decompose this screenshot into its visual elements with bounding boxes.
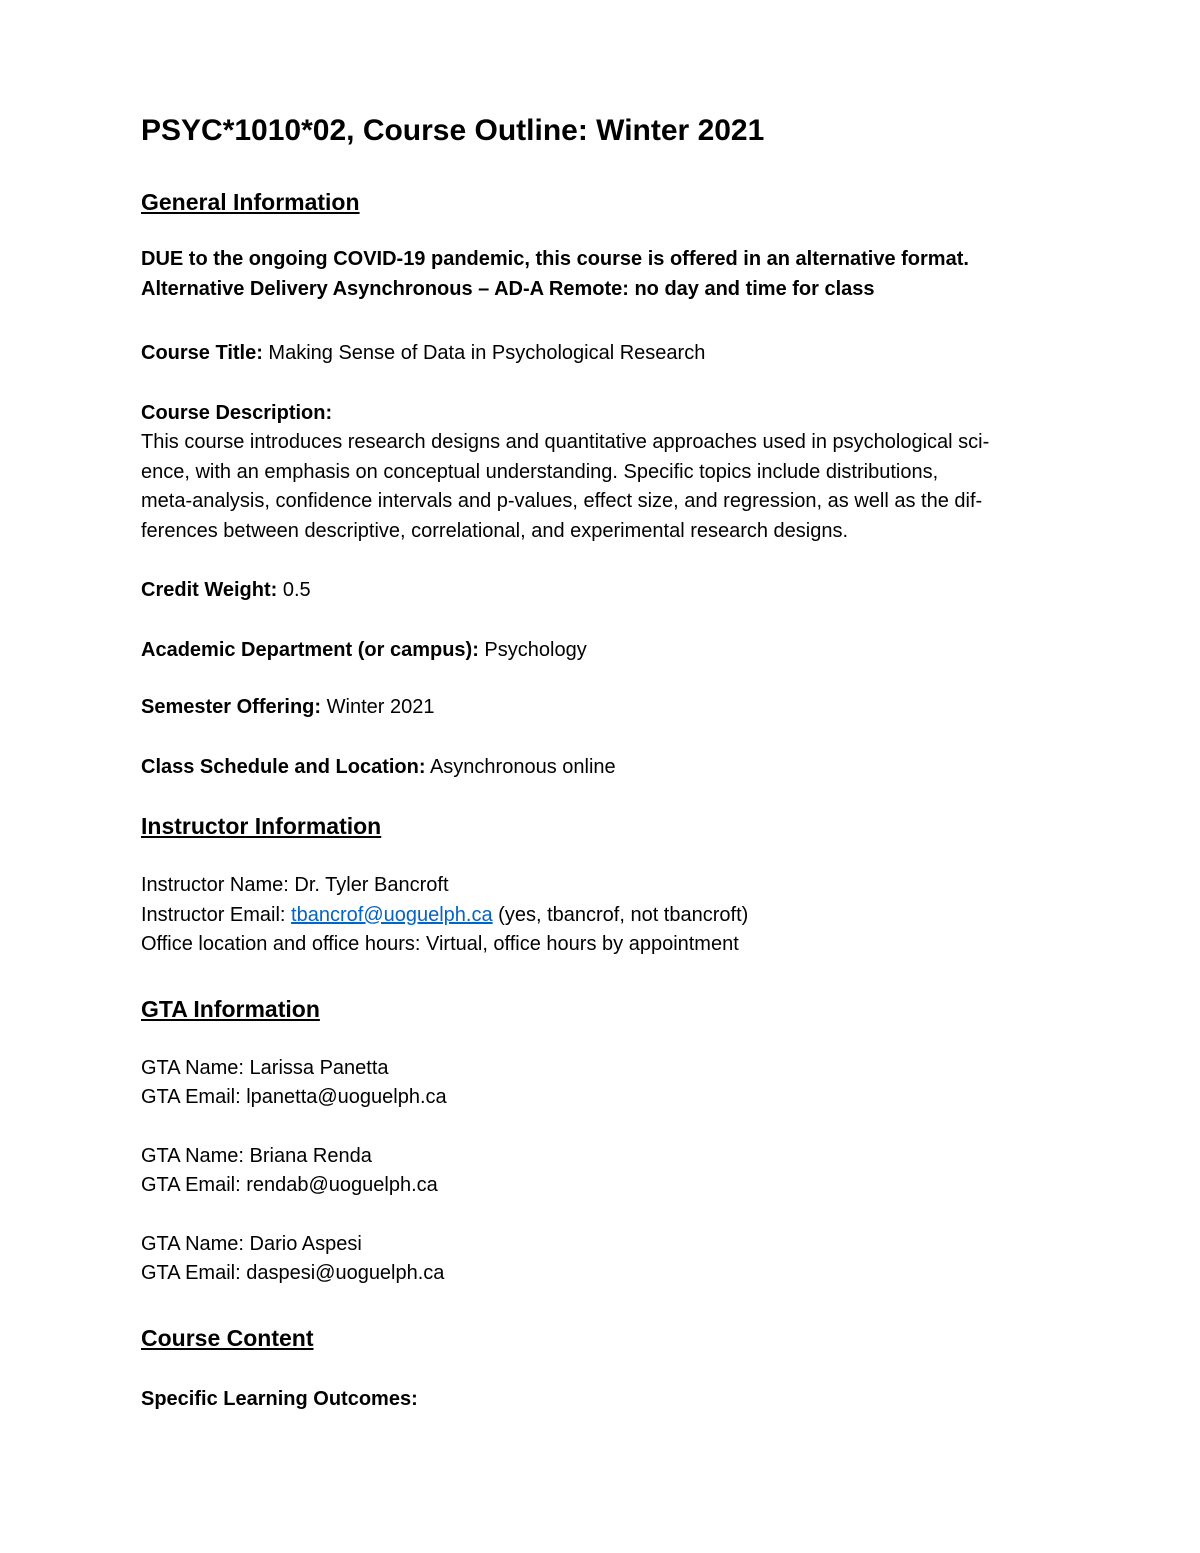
page-title: PSYC*1010*02, Course Outline: Winter 2021 [141,114,765,147]
instructor-name: Instructor Name: Dr. Tyler Bancroft [141,874,449,896]
schedule-row [141,753,1061,783]
schedule-label: Class Schedule and Location: [141,755,426,778]
semester-value: Winter 2021 [321,696,435,718]
covid-notice-line-1: DUE to the ongoing COVID-19 pandemic, this course is offered in an alternative format. [141,248,969,270]
gta-information-heading: GTA Information [141,995,320,1022]
credit-weight-row [141,576,1061,606]
gta-name: GTA Name: Dario Aspesi [141,1232,362,1255]
document-page [141,110,1061,1414]
course-description-line-4: ferences between descriptive, correlational, and experimental research designs. [141,519,849,542]
covid-notice-line-2: Alternative Delivery Asynchronous – AD-A Remote: no day and time for class [141,277,875,300]
course-title-row [141,339,1061,369]
instructor-email-link[interactable]: tbancrof@uoguelph.ca [291,903,493,926]
instructor-email-label: Instructor Email: [141,903,292,926]
department-label: Academic Department (or campus): [141,638,479,661]
department-value: Psychology [478,638,587,661]
course-description-label: Course Description: [141,401,333,424]
course-content-heading: Course Content [141,1324,314,1351]
credit-weight-value: 0.5 [277,579,311,601]
course-description-line-1: This course introduces research designs and quantitative approaches used in psychological sci- [141,431,990,453]
instructor-email-note: (yes, tbancrof, not tbancroft) [492,903,749,926]
schedule-value: Asynchronous online [425,755,616,778]
course-title-value: Making Sense of Data in Psychological Research [262,342,706,364]
course-title-label: Course Title: [141,342,263,364]
gta-name: GTA Name: Larissa Panetta [141,1056,389,1079]
instructor-information-heading: Instructor Information [141,813,382,839]
semester-label: Semester Offering: [141,696,322,718]
gta-email: GTA Email: daspesi@uoguelph.ca [141,1262,445,1284]
credit-weight-label: Credit Weight: [141,579,278,601]
course-description-line-2: ence, with an emphasis on conceptual understanding. Specific topics include distributions, [141,460,939,483]
office-hours: Office location and office hours: Virtual, office hours by appointment [141,933,739,955]
semester-row [141,693,1061,723]
general-information-heading: General Information [141,189,360,215]
learning-outcomes-label: Specific Learning Outcomes: [141,1387,418,1410]
course-description-line-3: meta-analysis, confidence intervals and p-values, effect size, and regression, as well as the dif- [141,490,983,512]
instructor-email-row [141,901,1061,931]
department-row [141,636,1061,666]
gta-email: GTA Email: lpanetta@uoguelph.ca [141,1086,447,1108]
gta-name: GTA Name: Briana Renda [141,1144,372,1167]
gta-email: GTA Email: rendab@uoguelph.ca [141,1174,438,1196]
